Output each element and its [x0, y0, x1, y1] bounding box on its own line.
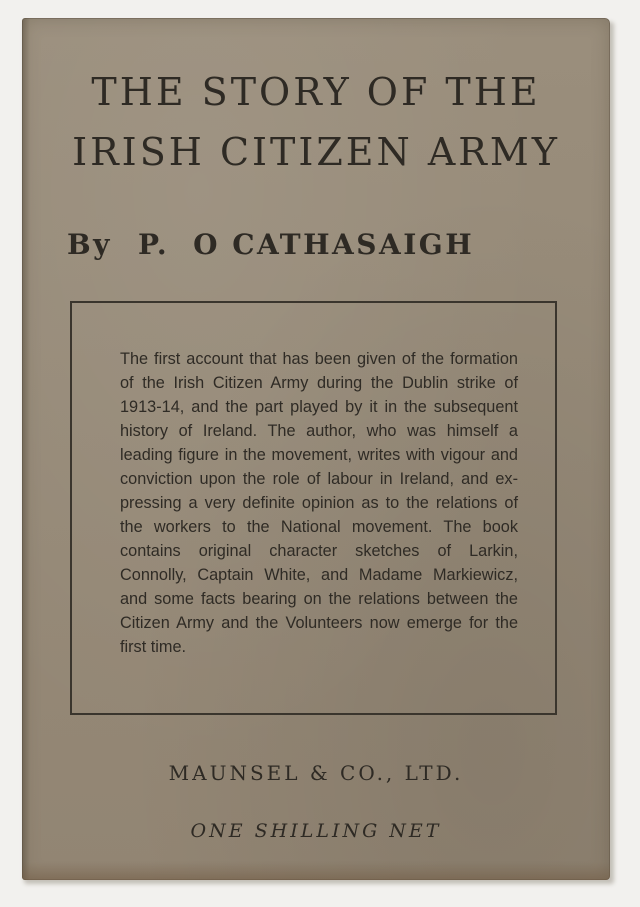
author-initial: P.	[137, 228, 170, 261]
blurb-text: The first account that has been given of the formation of the Irish Citizen Army during the Dublin strike of 1913-14, and the part played by it in the subsequent history of Ireland. The author, who was himself a leading figure in the movement, writes with vigour and conviction upon the role of labour in Ireland, and expressing a very definite opinion as to the relations of the workers to the National movement. The book contains original character sketches of Larkin, Connolly, Captain White, and Madame Markiewicz, and some facts bearing on the relations between the Citizen Army and the Volunteers now emerge for the first time.	[120, 350, 518, 656]
blurb-box	[70, 301, 557, 715]
title-line-2: IRISH CITIZEN ARMY	[72, 130, 560, 174]
publisher-name: MAUNSEL & CO., LTD.	[168, 761, 464, 785]
title-line-1: THE STORY OF THE	[91, 70, 541, 114]
author-line	[67, 228, 474, 261]
book-cover	[22, 18, 610, 880]
cover-wear	[22, 862, 610, 880]
price-label: ONE SHILLING NET	[190, 820, 442, 842]
author-prefix: By	[67, 228, 112, 261]
author-name: O CATHASAIGH	[193, 228, 475, 261]
